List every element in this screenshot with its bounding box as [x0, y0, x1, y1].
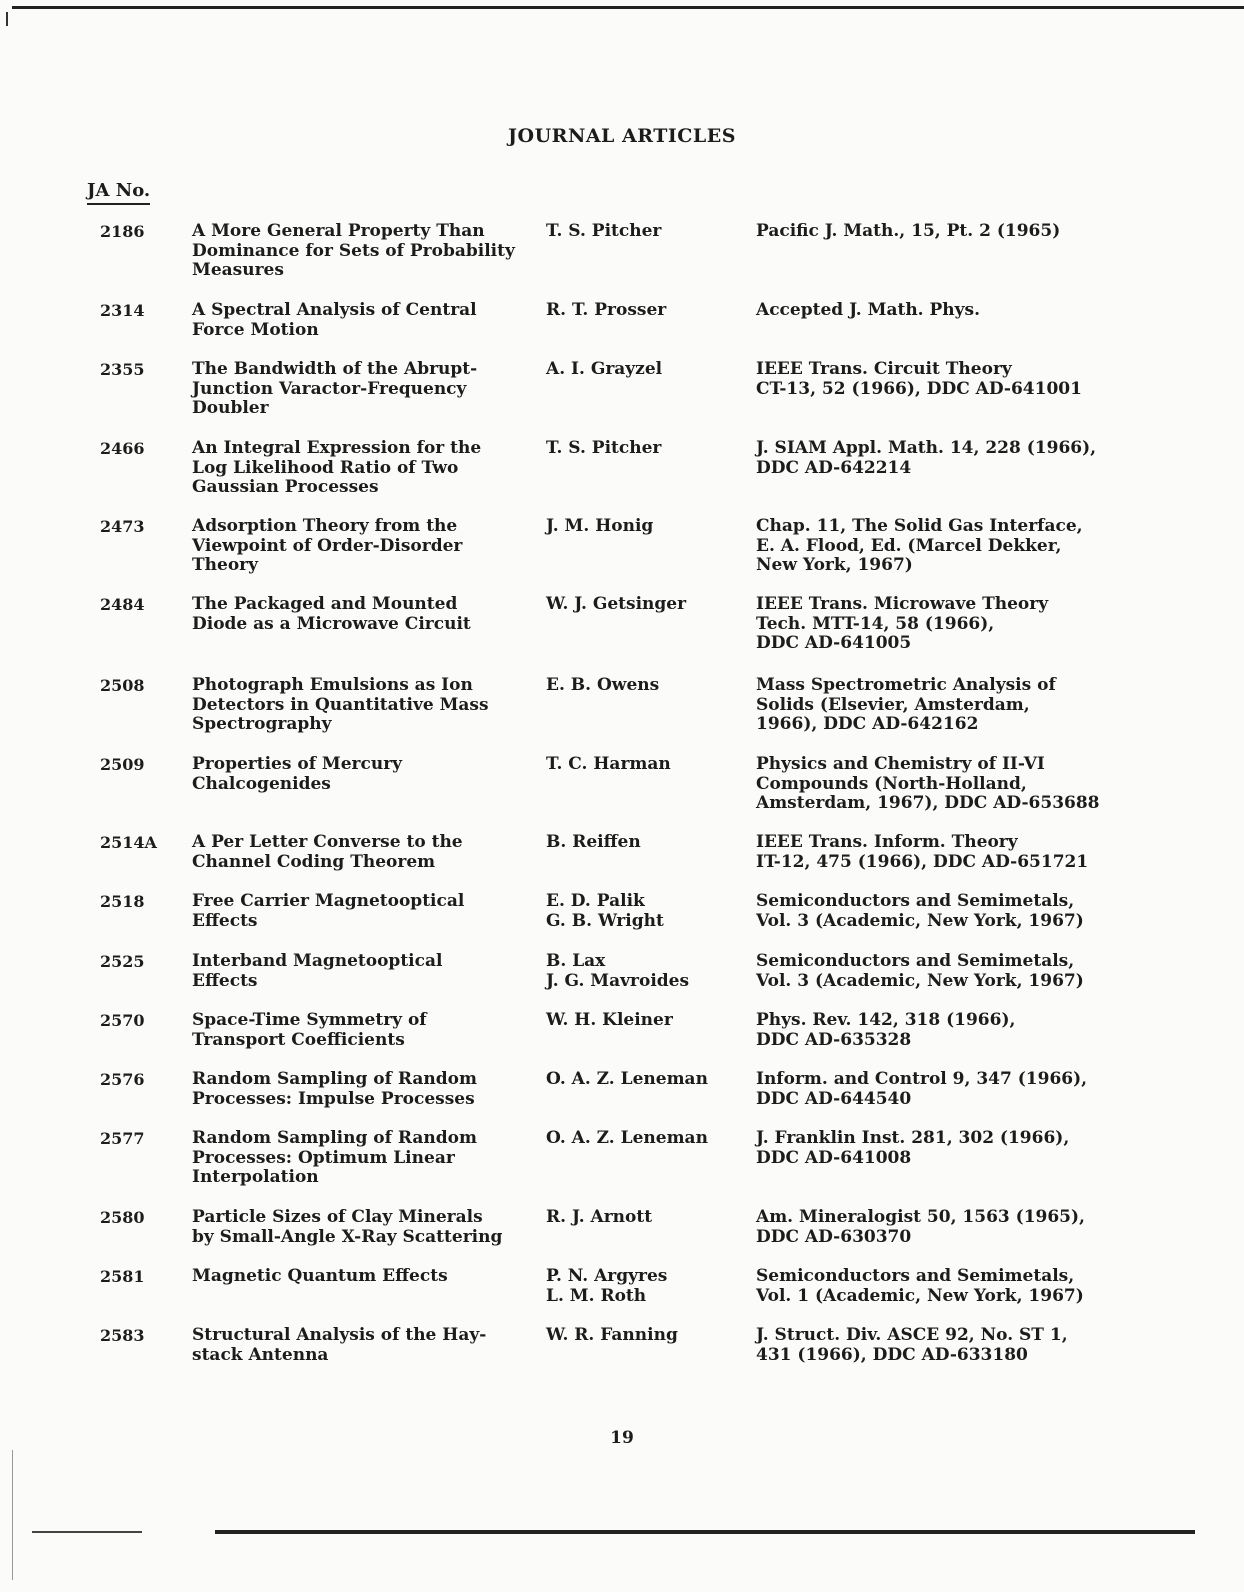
entry-number: 2576 — [100, 1070, 145, 1089]
entry-authors: R. J. Arnott — [546, 1207, 653, 1227]
entry-number: 2580 — [100, 1208, 145, 1227]
entry-authors: W. H. Kleiner — [546, 1010, 673, 1030]
top-rule — [12, 6, 1244, 9]
entry-authors: T. S. Pitcher — [546, 221, 662, 241]
entry-title: A Spectral Analysis of Central Force Motion — [192, 300, 477, 340]
entry-title: Magnetic Quantum Effects — [192, 1266, 448, 1286]
margin-mark — [6, 12, 8, 26]
entry-number: 2514A — [100, 833, 157, 852]
entry-reference: Accepted J. Math. Phys. — [756, 300, 981, 320]
entry-authors: B. Reiffen — [546, 832, 641, 852]
entry-reference: J. SIAM Appl. Math. 14, 228 (1966), DDC AD-642214 — [756, 438, 1097, 478]
entry-title: Particle Sizes of Clay Minerals by Small-Angle X-Ray Scattering — [192, 1207, 503, 1247]
entry-authors: W. J. Getsinger — [546, 594, 687, 614]
entry-authors: W. R. Fanning — [546, 1325, 678, 1345]
entry-number: 2525 — [100, 952, 145, 971]
entry-title: The Packaged and Mounted Diode as a Microwave Circuit — [192, 594, 471, 634]
entry-title: A More General Property Than Dominance for Sets of Probability Measures — [192, 221, 515, 280]
entry-number: 2581 — [100, 1267, 145, 1286]
entry-title: Random Sampling of Random Processes: Impulse Processes — [192, 1069, 477, 1109]
page-number: 19 — [610, 1428, 634, 1448]
entry-authors: A. I. Grayzel — [546, 359, 663, 379]
entry-title: Structural Analysis of the Hay- stack Antenna — [192, 1325, 487, 1365]
entry-authors: R. T. Prosser — [546, 300, 667, 320]
entry-number: 2577 — [100, 1129, 145, 1148]
entry-number: 2186 — [100, 222, 145, 241]
entry-authors: E. B. Owens — [546, 675, 660, 695]
entry-number: 2484 — [100, 595, 145, 614]
entry-number: 2518 — [100, 892, 145, 911]
entry-reference: IEEE Trans. Microwave Theory Tech. MTT-14, 58 (1966), DDC AD-641005 — [756, 594, 1049, 653]
entry-authors: T. C. Harman — [546, 754, 671, 774]
entry-title: Properties of Mercury Chalcogenides — [192, 754, 403, 794]
entry-number: 2466 — [100, 439, 145, 458]
entry-number: 2355 — [100, 360, 145, 379]
entry-reference: Semiconductors and Semimetals, Vol. 1 (Academic, New York, 1967) — [756, 1266, 1084, 1306]
entry-number: 2583 — [100, 1326, 145, 1345]
entry-reference: Physics and Chemistry of II-VI Compounds (North-Holland, Amsterdam, 1967), DDC AD-653688 — [756, 754, 1100, 813]
entry-reference: Inform. and Control 9, 347 (1966), DDC AD-644540 — [756, 1069, 1088, 1109]
entry-number: 2314 — [100, 301, 145, 320]
entry-number: 2508 — [100, 676, 145, 695]
entry-reference: IEEE Trans. Circuit Theory CT-13, 52 (1966), DDC AD-641001 — [756, 359, 1082, 399]
entry-reference: J. Franklin Inst. 281, 302 (1966), DDC AD-641008 — [756, 1128, 1070, 1168]
entry-authors: J. M. Honig — [546, 516, 654, 536]
entry-reference: Phys. Rev. 142, 318 (1966), DDC AD-635328 — [756, 1010, 1016, 1050]
entry-title: Random Sampling of Random Processes: Optimum Linear Interpolation — [192, 1128, 477, 1187]
bottom-rule-left — [32, 1531, 142, 1533]
entry-title: The Bandwidth of the Abrupt- Junction Varactor-Frequency Doubler — [192, 359, 478, 418]
entry-authors: B. Lax J. G. Mavroides — [546, 951, 690, 991]
entry-reference: Pacific J. Math., 15, Pt. 2 (1965) — [756, 221, 1061, 241]
bottom-rule — [215, 1530, 1195, 1534]
entry-number: 2570 — [100, 1011, 145, 1030]
entry-title: Photograph Emulsions as Ion Detectors in Quantitative Mass Spectrography — [192, 675, 489, 734]
entry-title: Free Carrier Magnetooptical Effects — [192, 891, 465, 931]
entry-reference: IEEE Trans. Inform. Theory IT-12, 475 (1966), DDC AD-651721 — [756, 832, 1089, 872]
entry-reference: Chap. 11, The Solid Gas Interface, E. A. Flood, Ed. (Marcel Dekker, New York, 1967) — [756, 516, 1083, 575]
entry-reference: Semiconductors and Semimetals, Vol. 3 (Academic, New York, 1967) — [756, 891, 1084, 931]
entry-authors: O. A. Z. Leneman — [546, 1069, 708, 1089]
entry-authors: E. D. Palik G. B. Wright — [546, 891, 664, 931]
column-header-ja-no: JA No. — [87, 180, 150, 205]
entry-reference: J. Struct. Div. ASCE 92, No. ST 1, 431 (1966), DDC AD-633180 — [756, 1325, 1068, 1365]
entry-title: Interband Magnetooptical Effects — [192, 951, 443, 991]
entry-authors: O. A. Z. Leneman — [546, 1128, 708, 1148]
entry-reference: Semiconductors and Semimetals, Vol. 3 (Academic, New York, 1967) — [756, 951, 1084, 991]
entry-title: Space-Time Symmetry of Transport Coefficients — [192, 1010, 427, 1050]
entry-authors: P. N. Argyres L. M. Roth — [546, 1266, 668, 1306]
entry-reference: Am. Mineralogist 50, 1563 (1965), DDC AD-630370 — [756, 1207, 1085, 1247]
page-title: JOURNAL ARTICLES — [508, 125, 736, 147]
entry-title: Adsorption Theory from the Viewpoint of Order-Disorder Theory — [192, 516, 463, 575]
entry-number: 2509 — [100, 755, 145, 774]
entry-authors: T. S. Pitcher — [546, 438, 662, 458]
entry-number: 2473 — [100, 517, 145, 536]
entry-title: An Integral Expression for the Log Likelihood Ratio of Two Gaussian Processes — [192, 438, 482, 497]
entry-reference: Mass Spectrometric Analysis of Solids (Elsevier, Amsterdam, 1966), DDC AD-642162 — [756, 675, 1056, 734]
entry-title: A Per Letter Converse to the Channel Coding Theorem — [192, 832, 463, 872]
margin-line — [12, 1450, 13, 1580]
